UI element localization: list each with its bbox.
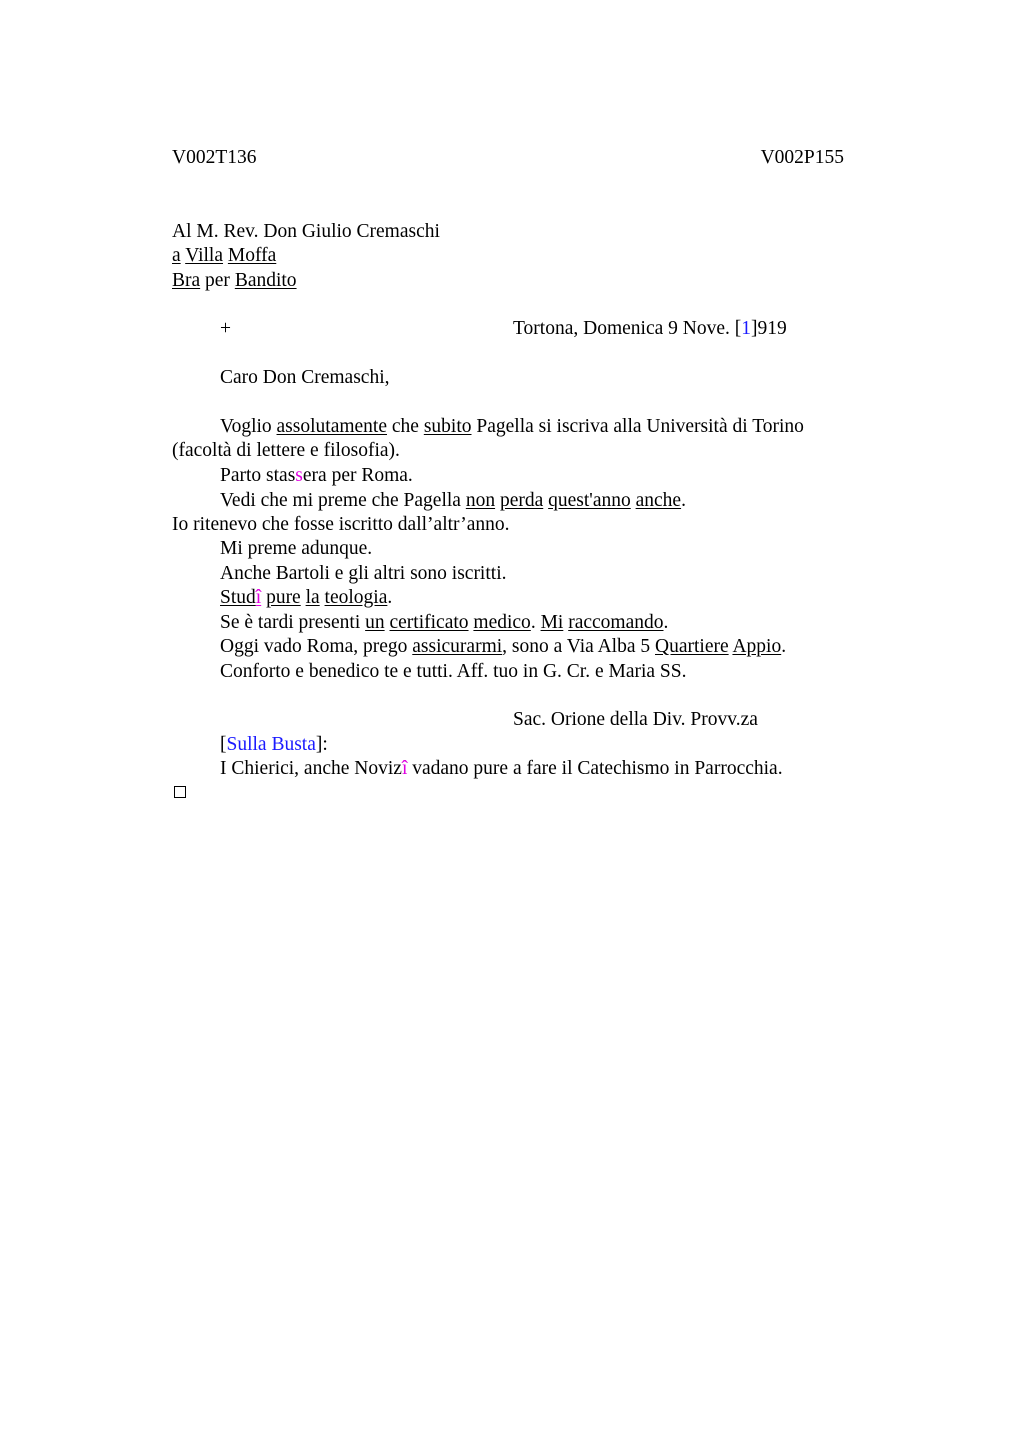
text-run: Io ritenevo che fosse iscritto dall’altr’anno. xyxy=(172,514,510,535)
underlined-text: quest'anno xyxy=(548,490,631,511)
text-run: Mi preme adunque. xyxy=(220,538,373,559)
underlined-text: perda xyxy=(499,490,544,511)
underlined-text: Appio xyxy=(732,636,782,657)
body-line xyxy=(220,415,804,439)
document-code-right: V002P155 xyxy=(760,147,844,168)
text-run: [ xyxy=(220,734,227,755)
text-run: ]919 xyxy=(750,318,787,339)
text-run: vadano pure a fare il Catechismo in Parrocchia. xyxy=(407,758,783,779)
underlined-text: subito xyxy=(423,416,472,437)
underlined-text: 1 xyxy=(741,318,751,339)
signature: Sac. Orione della Div. Provv.za xyxy=(513,709,758,730)
address-line-3 xyxy=(172,269,297,293)
text-run: per xyxy=(200,270,235,291)
document-code-left: V002T136 xyxy=(172,147,257,168)
underlined-text: assolutamente xyxy=(276,416,387,437)
body-line xyxy=(172,439,400,463)
greeting: Caro Don Cremaschi, xyxy=(220,367,390,388)
body-line xyxy=(220,611,668,635)
text-run: î xyxy=(401,758,408,779)
square-marker-icon xyxy=(174,786,186,798)
text-run: ]: xyxy=(315,734,328,755)
text-run: Oggi vado Roma, prego xyxy=(220,636,413,657)
text-run: I Chierici, anche Noviz xyxy=(220,758,402,779)
underlined-text: a xyxy=(172,245,181,266)
envelope-label xyxy=(220,733,328,757)
text-run: Parto stas xyxy=(220,465,296,486)
text-run: . xyxy=(530,612,541,633)
underlined-text: Mi xyxy=(540,612,564,633)
text-run: Conforto e benedico te e tutti. Aff. tuo in G. Cr. e Maria SS. xyxy=(220,661,687,682)
underlined-text: Stud xyxy=(220,587,256,608)
body-line xyxy=(220,660,687,684)
underlined-text: Bra xyxy=(172,270,201,291)
underlined-text: Villa xyxy=(185,245,224,266)
body-line xyxy=(172,513,510,537)
underlined-text: pure xyxy=(266,587,301,608)
text-run: Vedi che mi preme che Pagella xyxy=(220,490,466,511)
address-line-1: Al M. Rev. Don Giulio Cremaschi xyxy=(172,221,440,242)
body-line xyxy=(220,537,372,561)
underlined-text: la xyxy=(305,587,320,608)
text-run: (facoltà di lettere e filosofia). xyxy=(172,440,400,461)
body-line xyxy=(220,489,686,513)
underlined-text: Quartiere xyxy=(655,636,729,657)
body-line xyxy=(220,586,392,610)
text-run: Anche Bartoli e gli altri sono iscritti. xyxy=(220,563,507,584)
underlined-text: non xyxy=(465,490,496,511)
text-run: era per Roma. xyxy=(302,465,413,486)
underlined-text: un xyxy=(365,612,385,633)
body-line xyxy=(220,635,786,659)
body-line xyxy=(220,562,506,586)
underlined-text: teologia xyxy=(324,587,388,608)
text-run: , sono a Via Alba 5 xyxy=(502,636,655,657)
underlined-text: Moffa xyxy=(227,245,277,266)
text-run: Se è tardi presenti xyxy=(220,612,366,633)
body-line xyxy=(220,464,413,488)
text-run: . xyxy=(681,490,686,511)
underlined-text: certificato xyxy=(389,612,469,633)
underlined-text: assicurarmi xyxy=(412,636,503,657)
text-run: . xyxy=(663,612,669,633)
text-run: . xyxy=(781,636,787,657)
underlined-text: Sulla Busta xyxy=(226,734,316,755)
cross-symbol: + xyxy=(220,318,231,339)
date-line xyxy=(513,317,787,341)
underlined-text: medico xyxy=(473,612,531,633)
underlined-text: anche xyxy=(635,490,682,511)
underlined-text: Bandito xyxy=(234,270,297,291)
underlined-text: î xyxy=(255,587,262,608)
address-line-2 xyxy=(172,244,276,268)
text-run: . xyxy=(387,587,393,608)
text-run: Pagella si iscriva alla Università di Torino xyxy=(471,416,804,437)
text-run: che xyxy=(387,416,424,437)
envelope-text xyxy=(220,757,783,781)
underlined-text: raccomando xyxy=(568,612,664,633)
text-run: Voglio xyxy=(220,416,277,437)
text-run: s xyxy=(295,465,303,486)
text-run: Tortona, Domenica 9 Nove. [ xyxy=(513,318,742,339)
